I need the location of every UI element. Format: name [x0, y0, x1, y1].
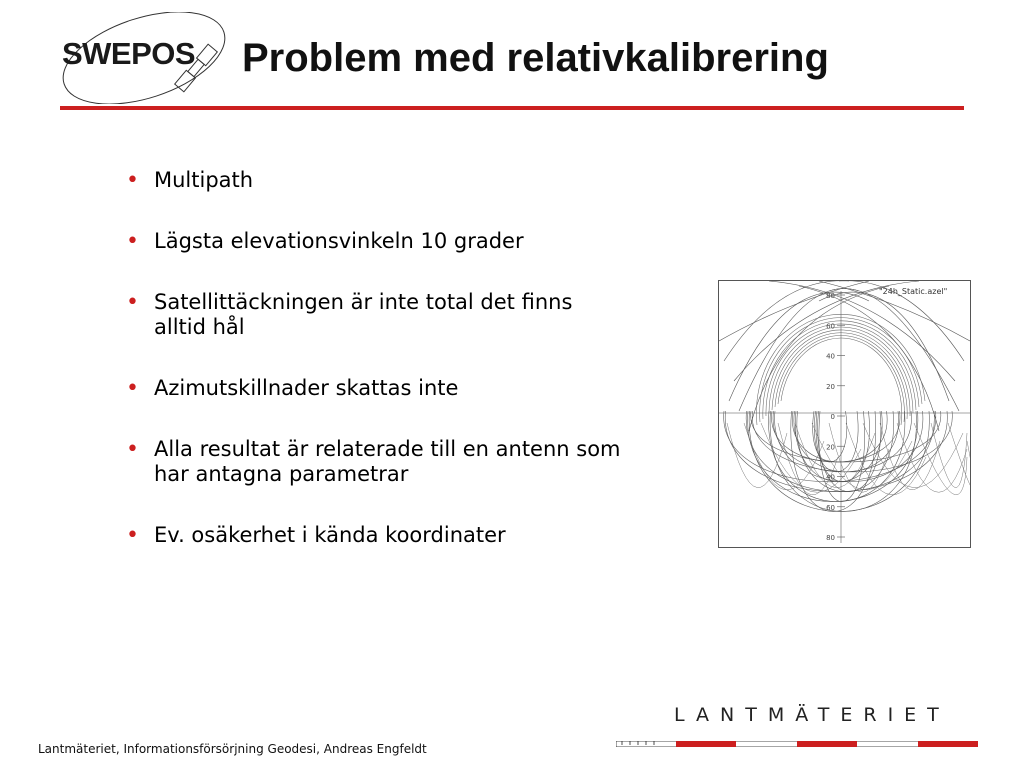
satellite-track-plot [719, 281, 970, 547]
y-tick-label: 80 [826, 292, 835, 300]
bullet-item: • Satellittäckningen är inte total det finns alltid hål [126, 290, 624, 340]
brand-bar [616, 741, 978, 747]
figure-label: "24h_Static.azel" [879, 287, 948, 296]
bullet-item: • Ev. osäkerhet i kända koordinater [126, 523, 666, 548]
bullet-item: • Alla resultat är relaterade till en antenn som har antagna parametrar [126, 437, 634, 487]
page-title: Problem med relativkalibrering [242, 36, 829, 80]
y-tick-label: 40 [826, 352, 835, 361]
footer-credit: Lantmäteriet, Informationsförsörjning Geodesi, Andreas Engfeldt [38, 742, 427, 756]
satellite-track [769, 411, 905, 502]
y-tick-label: 80 [826, 534, 835, 542]
y-tick-label: 60 [826, 322, 835, 331]
y-tick-label: 20 [826, 443, 835, 452]
satellite-track [795, 423, 875, 488]
brand-name: LANTMÄTERIET [674, 704, 950, 726]
y-tick-label: 60 [826, 503, 835, 512]
y-tick-label: 40 [826, 473, 835, 482]
satellite-track [819, 292, 949, 401]
bullet-item: • Lägsta elevationsvinkeln 10 grader [126, 229, 666, 254]
bullet-list [126, 168, 666, 584]
bullet-item: • Multipath [126, 168, 666, 193]
bullet-item: • Azimutskillnader skattas inte [126, 376, 666, 401]
satellite-track-figure [718, 280, 971, 548]
y-tick-label: 0 [830, 413, 835, 421]
satellite-track [719, 281, 869, 341]
y-tick-label: 20 [826, 382, 835, 391]
satellite-track [819, 411, 865, 502]
logo-text: SWEPOS [62, 36, 196, 71]
title-divider [60, 106, 964, 110]
satellite-track [729, 292, 869, 401]
